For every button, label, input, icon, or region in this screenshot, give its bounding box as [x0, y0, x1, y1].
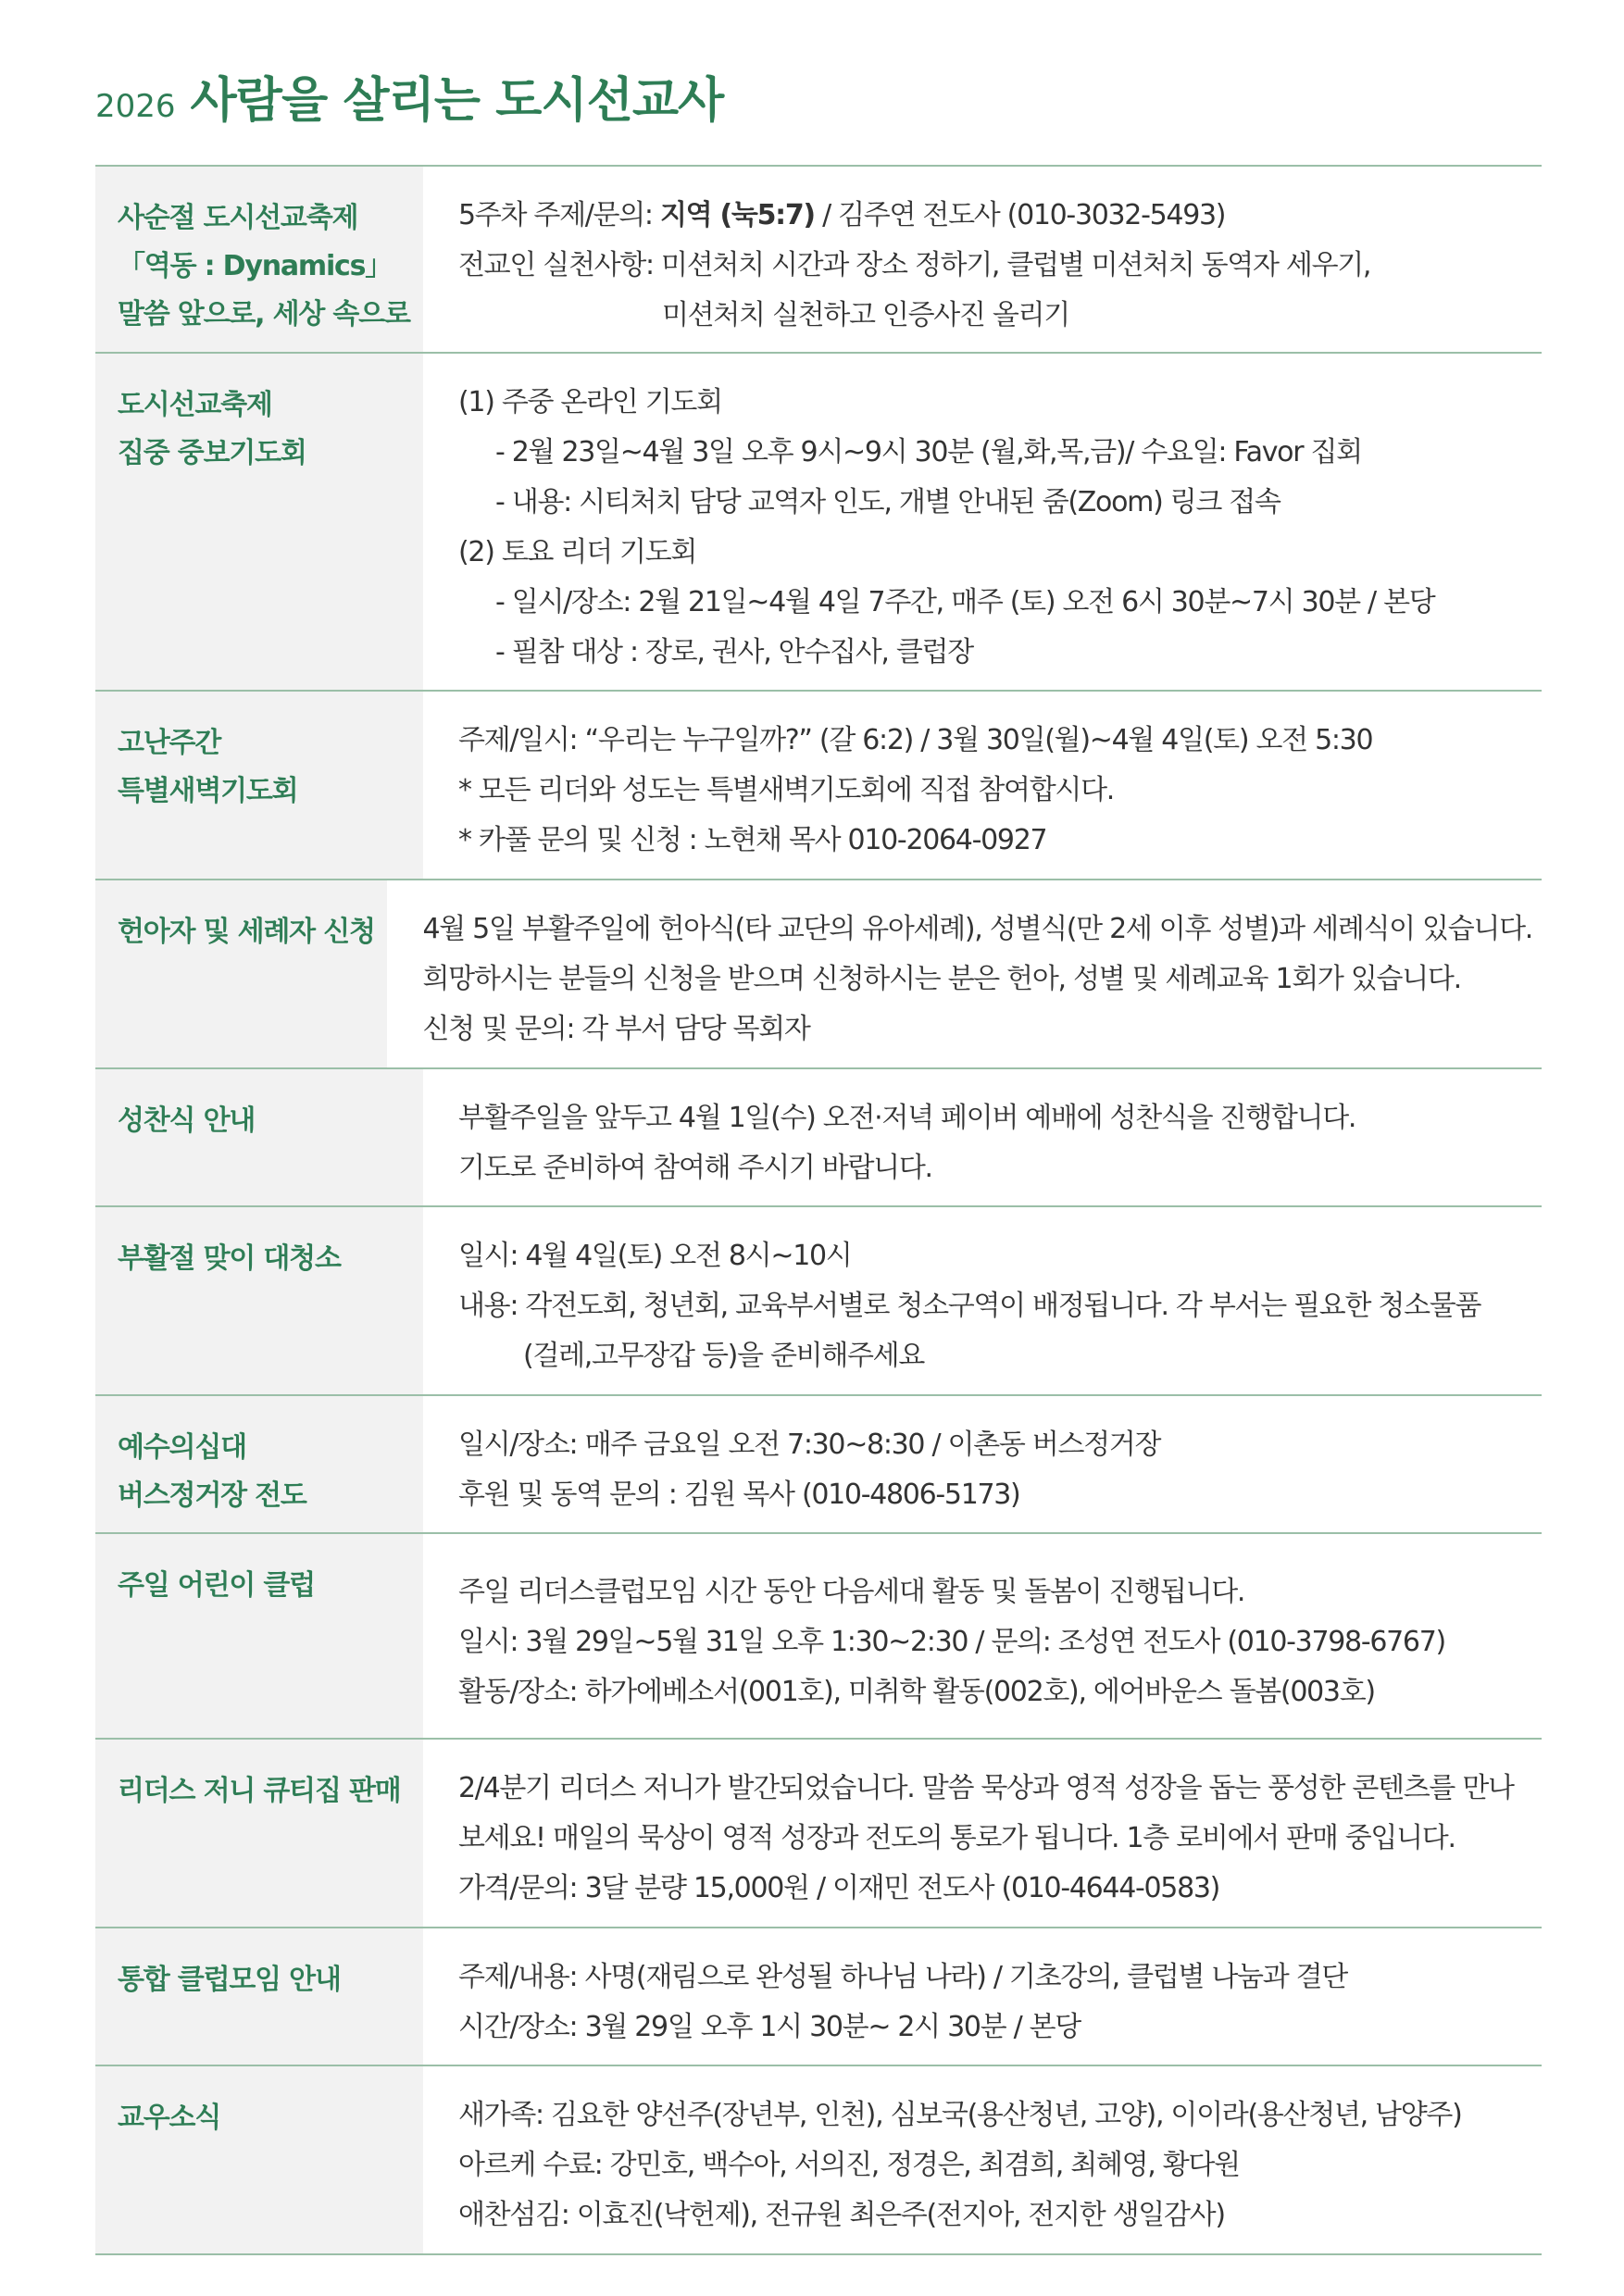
- content-line: 부활주일을 앞두고 4월 1일(수) 오전·저녁 페이버 예배에 성찬식을 진행합니다.: [458, 1102, 1356, 1134]
- label-line: 「역동 : Dynamics」: [118, 250, 393, 282]
- row-label: [95, 1928, 423, 2065]
- content-line: - 필참 대상 : 장로, 권사, 안수집사, 클럽장: [495, 636, 973, 668]
- row-label: [95, 692, 423, 879]
- content-line: 가격/문의: 3달 분량 15,000원 / 이재민 전도사 (010-4644-0583): [458, 1872, 1220, 1904]
- announcement-row: [95, 1534, 1542, 1740]
- label-line: 리더스 저니 큐티집 판매: [118, 1775, 401, 1807]
- row-label: [95, 354, 423, 690]
- content-line: 2/4분기 리더스 저니가 발간되었습니다. 말씀 묵상과 영적 성장을 돕는 풍성한 콘텐츠를 만나: [458, 1772, 1514, 1804]
- row-label: [95, 880, 387, 1067]
- content-line: 주제/일시: “우리는 누구일까?” (갈 6:2) / 3월 30일(월)~4월 4일(토) 오전 5:30: [458, 724, 1373, 756]
- content-line: 일시/장소: 매주 금요일 오전 7:30~8:30 / 이촌동 버스정거장: [458, 1429, 1161, 1461]
- content-line: * 카풀 문의 및 신청 : 노현채 목사 010-2064-0927: [458, 824, 1047, 856]
- announcement-row: [95, 1740, 1542, 1928]
- label-line: 성찬식 안내: [118, 1104, 256, 1137]
- label-line: 버스정거장 전도: [118, 1479, 306, 1512]
- label-line: 고난주간: [118, 727, 221, 759]
- announcement-row: [95, 1207, 1542, 1396]
- content-line: 보세요! 매일의 묵상이 영적 성장과 전도의 통로가 됩니다. 1층 로비에서 판매 중입니다.: [458, 1822, 1455, 1854]
- label-line: 예수의십대: [118, 1431, 246, 1464]
- row-content: [423, 1207, 1542, 1394]
- label-line: 주일 어린이 클럽: [118, 1569, 315, 1602]
- label-line: 교우소식: [118, 2102, 221, 2134]
- label-line: 부활절 맞이 대청소: [118, 1242, 341, 1275]
- content-line: (걸레,고무장갑 등)을 준비해주세요: [523, 1340, 925, 1372]
- content-line: (1) 주중 온라인 기도회: [458, 386, 722, 418]
- content-line: 내용: 각전도회, 청년회, 교육부서별로 청소구역이 배정됩니다. 각 부서는 필요한 청소물품: [458, 1290, 1481, 1322]
- content-line: 시간/장소: 3월 29일 오후 1시 30분~ 2시 30분 / 본당: [458, 2011, 1081, 2043]
- announcement-row: [95, 2066, 1542, 2255]
- row-content: [423, 354, 1542, 690]
- announcement-row: [95, 692, 1542, 880]
- label-line: 통합 클럽모임 안내: [118, 1964, 341, 1996]
- content-line: 후원 및 동역 문의 : 김원 목사 (010-4806-5173): [458, 1479, 1020, 1511]
- content-line: 신청 및 문의: 각 부서 담당 목회자: [422, 1013, 810, 1045]
- theme-highlight: 지역 (눅5:7): [659, 199, 815, 231]
- content-line: 미션처치 실천하고 인증사진 올리기: [662, 299, 1069, 331]
- content-line: 일시: 4월 4일(토) 오전 8시~10시: [458, 1240, 852, 1272]
- announcement-row: [95, 1928, 1542, 2066]
- content-line: 5주차 주제/문의: 지역 (눅5:7) / 김주연 전도사 (010-3032-5493): [458, 199, 1226, 231]
- content-line: 주일 리더스클럽모임 시간 동안 다음세대 활동 및 돌봄이 진행됩니다.: [458, 1576, 1245, 1608]
- row-content: [423, 1740, 1542, 1927]
- content-line: 아르케 수료: 강민호, 백수아, 서의진, 정경은, 최겸희, 최혜영, 황다원: [458, 2149, 1240, 2181]
- row-label: [95, 2066, 423, 2253]
- announcement-row: [95, 880, 1542, 1069]
- row-label: [95, 1396, 423, 1532]
- content-line: 기도로 준비하여 참여해 주시기 바랍니다.: [458, 1152, 932, 1184]
- row-content: [423, 167, 1542, 352]
- row-content: [423, 1069, 1542, 1205]
- announcement-row: [95, 354, 1542, 692]
- row-content: [423, 1396, 1542, 1532]
- row-label: [95, 1069, 423, 1205]
- content-line: 희망하시는 분들의 신청을 받으며 신청하시는 분은 헌아, 성별 및 세례교육 1회가 있습니다.: [422, 963, 1461, 995]
- row-label: [95, 1534, 423, 1738]
- announcement-table: [95, 165, 1542, 2255]
- row-content: [387, 880, 1542, 1067]
- row-content: [423, 1928, 1542, 2065]
- content-line: 일시: 3월 29일~5월 31일 오후 1:30~2:30 / 문의: 조성연 전도사 (010-3798-6767): [458, 1626, 1445, 1658]
- row-label: [95, 167, 423, 352]
- content-line: (2) 토요 리더 기도회: [458, 536, 697, 568]
- row-content: [423, 1534, 1542, 1738]
- label-line: 특별새벽기도회: [118, 775, 298, 807]
- content-line: 새가족: 김요한 양선주(장년부, 인천), 심보국(용산청년, 고양), 이이라(용산청년, 남양주): [458, 2099, 1462, 2131]
- label-line: 도시선교축제: [118, 389, 272, 421]
- content-line: 4월 5일 부활주일에 헌아식(타 교단의 유아세례), 성별식(만 2세 이후 성별)과 세례식이 있습니다.: [422, 913, 1532, 945]
- label-line: 말씀 앞으로, 세상 속으로: [118, 298, 410, 331]
- content-line: - 2월 23일~4월 3일 오후 9시~9시 30분 (월,화,목,금)/ 수요일: Favor 집회: [495, 436, 1362, 468]
- row-label: [95, 1740, 423, 1927]
- announcement-row: [95, 1396, 1542, 1534]
- row-label: [95, 1207, 423, 1394]
- page-header: [95, 61, 723, 131]
- announcement-row: [95, 1069, 1542, 1207]
- content-line: 전교인 실천사항: 미션처치 시간과 장소 정하기, 클럽별 미션처치 동역자 세우기,: [458, 249, 1371, 281]
- content-line: * 모든 리더와 성도는 특별새벽기도회에 직접 참여합시다.: [458, 774, 1114, 806]
- label-line: 헌아자 및 세례자 신청: [118, 916, 375, 948]
- page-title: 사람을 살리는 도시선교사: [190, 73, 724, 129]
- content-line: 활동/장소: 하가에베소서(001호), 미취학 활동(002호), 에어바운스 돌봄(003호): [458, 1676, 1375, 1708]
- label-line: 집중 중보기도회: [118, 437, 306, 469]
- label-line: 사순절 도시선교축제: [118, 202, 358, 234]
- content-line: - 일시/장소: 2월 21일~4월 4일 7주간, 매주 (토) 오전 6시 30분~7시 30분 / 본당: [495, 586, 1435, 618]
- row-content: [423, 692, 1542, 879]
- content-line: 주제/내용: 사명(재림으로 완성될 하나님 나라) / 기초강의, 클럽별 나눔과 결단: [458, 1961, 1347, 1993]
- header-year: 2026: [95, 88, 176, 125]
- content-line: - 내용: 시티처치 담당 교역자 인도, 개별 안내된 줌(Zoom) 링크 접속: [495, 486, 1280, 518]
- content-line: 애찬섬김: 이효진(낙헌제), 전규원 최은주(전지아, 전지한 생일감사): [458, 2199, 1225, 2231]
- row-content: [423, 2066, 1542, 2253]
- announcement-row: [95, 167, 1542, 354]
